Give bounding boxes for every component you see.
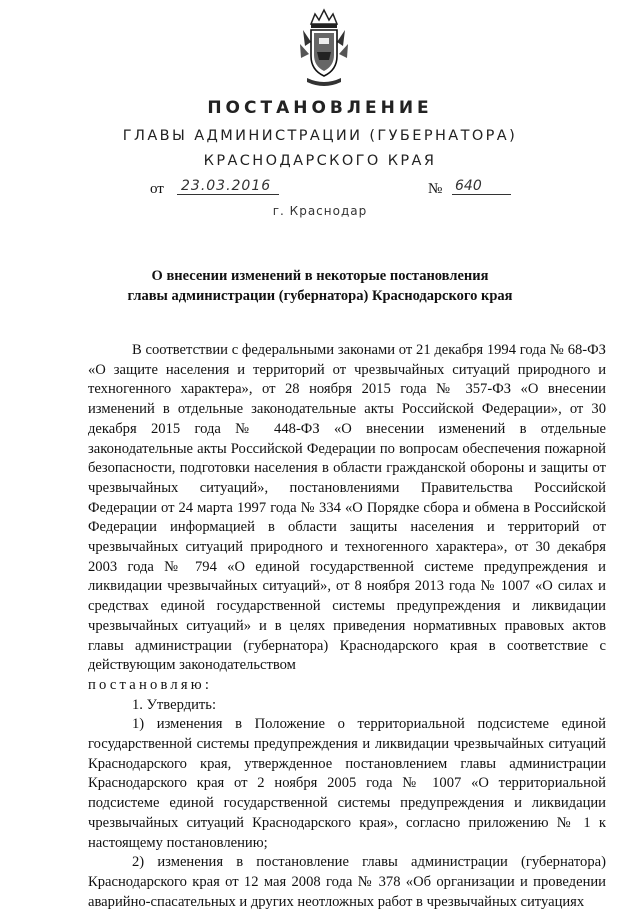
document-body bbox=[88, 341, 606, 912]
item-1: 1. Утвердить: bbox=[132, 696, 217, 713]
krasnodar-coat-of-arms-icon bbox=[297, 8, 351, 92]
city: г. Краснодар bbox=[272, 204, 368, 218]
decree-title-line-2: главы администрации (губернатора) Краснодарского края bbox=[127, 288, 513, 304]
date-label: от bbox=[150, 181, 164, 197]
number-value: 640 bbox=[452, 178, 511, 195]
document-type-title: ПОСТАНОВЛЕНИЕ bbox=[207, 98, 433, 118]
decree-word: постановляю: bbox=[88, 676, 213, 693]
preamble-paragraph: В соответствии с федеральными законами от 21 декабря 1994 года № 68-ФЗ «О защите населения и территорий от чрезвычайных ситуаций природного и техногенного характера», от 28 ноября 2015 года № 357-ФЗ «О внесении изменений в отдельные законодательные акты Российской Федерации», от 30 декабря 2015 года № 448-ФЗ «О внесении изменений в отдельные законодательные акты Российской Федерации по вопросам обеспечения пожарной безопасности, подготовки населения в области гражданской обороны и защиты от чрезвычайных ситуаций», постановлениями Правительства Российской Федерации от 24 марта 1997 года № 334 «О Порядке сбора и обмена в Российской Федерации информацией в области защиты населения и территорий от чрезвычайных ситуаций природного и техногенного характера», от 30 декабря 2003 года № 794 «О единой государственной системе предупреждения и ликвидации чрезвычайных ситуаций», от 8 ноября 2013 года № 1007 «О силах и средствах единой государственной системы предупреждения и ликвидации чрезвычайных ситуаций» и в целях приведения нормативных правовых актов главы администрации (губернатора) Краснодарского края в соответствие с действующим законодательством bbox=[88, 342, 606, 674]
decree-title-line-1: О внесении изменений в некоторые постановления bbox=[151, 268, 489, 284]
sub-item-2: 2) изменения в постановление главы администрации (губернатора) Краснодарского края от 12 мая 2008 года № 378 «Об организации и проведении аварийно-спасательных и других неотложных работ в чрезвычайных ситуациях bbox=[88, 854, 606, 910]
region-name: КРАСНОДАРСКОГО КРАЯ bbox=[203, 153, 437, 169]
sub-item-1: 1) изменения в Положение о территориальной подсистеме единой государственной системы предупреждения и ликвидации чрезвычайных ситуаций Краснодарского края, утвержденное постановлением главы администрации Краснодарского края от 2 ноября 2005 года № 1007 «О территориальной подсистеме единой государственной системы предупреждения и ликвидации чрезвычайных ситуаций Краснодарского края», согласно приложению № 1 к настоящему постановлению; bbox=[88, 716, 606, 851]
number-label: № bbox=[428, 181, 443, 197]
date-value: 23.03.2016 bbox=[177, 178, 279, 195]
authority-name: ГЛАВЫ АДМИНИСТРАЦИИ (ГУБЕРНАТОРА) bbox=[122, 128, 518, 144]
